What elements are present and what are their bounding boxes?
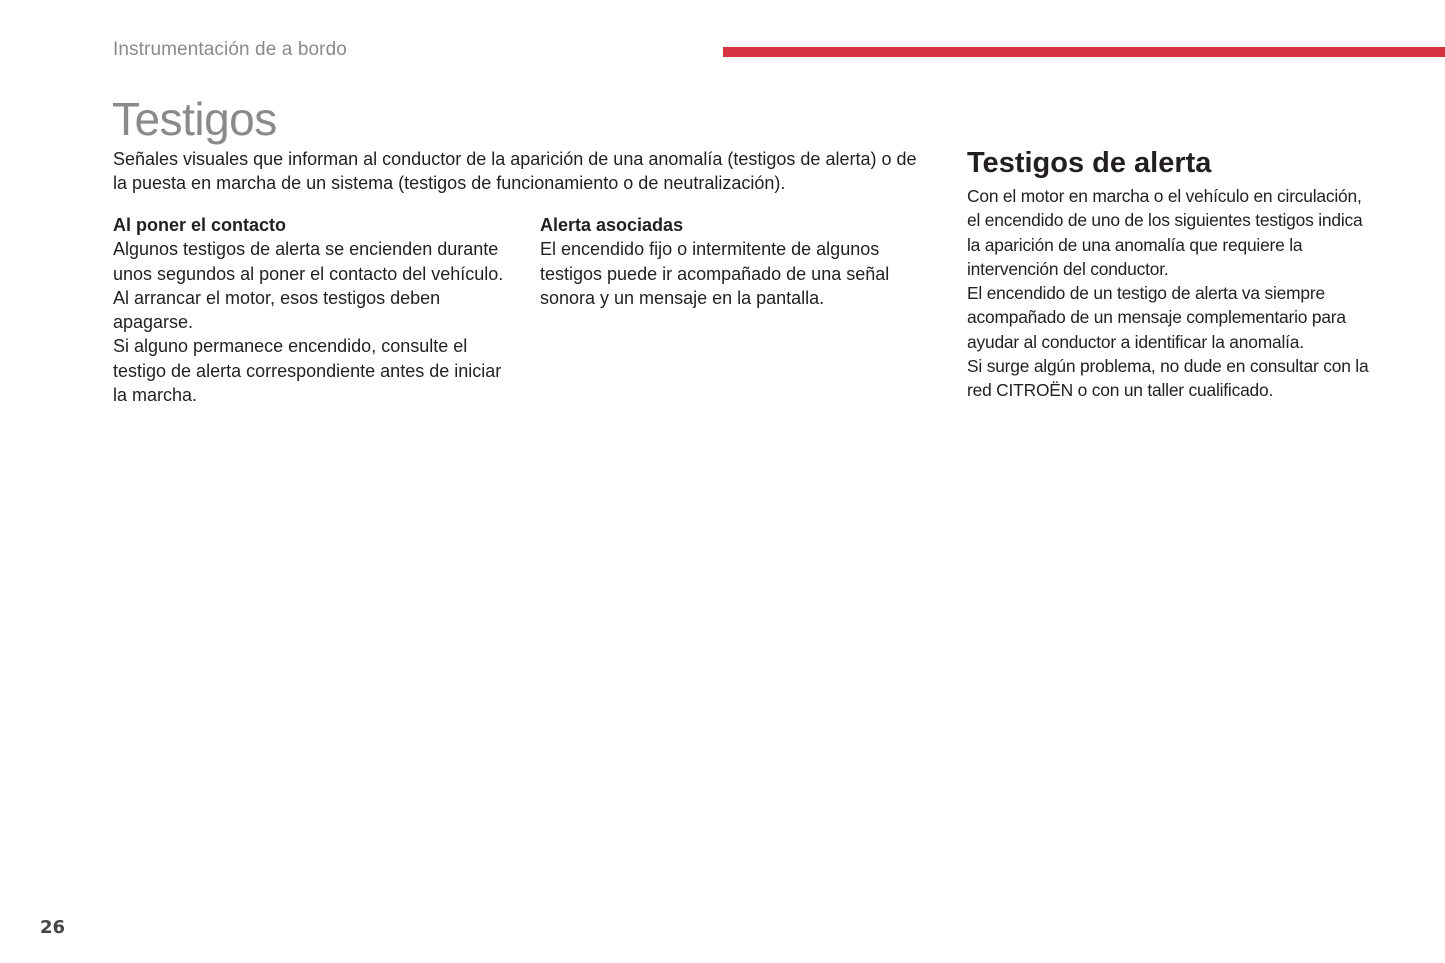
- alert-section: [967, 144, 1377, 403]
- running-header: Instrumentación de a bordo: [113, 39, 347, 60]
- column-heading: Al poner el contacto: [113, 215, 287, 235]
- header-accent-bar: [723, 47, 1445, 57]
- column-paragraph: El encendido fijo o intermitente de algunos testigos puede ir acompañado de una señal sonora y un mensaje en la pantalla.: [540, 239, 890, 308]
- column-heading: Alerta asociadas: [540, 215, 684, 235]
- column-contact: [113, 213, 513, 407]
- alert-paragraph: El encendido de un testigo de alerta va siempre acompañado de un mensaje complementario para ayudar al conductor a identificar la anomalía.: [967, 283, 1346, 352]
- page-number: 26: [40, 917, 66, 938]
- alert-section-body: [967, 184, 1377, 403]
- alert-paragraph: Si surge algún problema, no dude en consultar con la red CITROËN o con un taller cualificado.: [967, 356, 1369, 401]
- column-paragraph: Algunos testigos de alerta se encienden durante unos segundos al poner el contacto del vehículo.: [113, 239, 504, 284]
- column-associated-alerts: [540, 213, 920, 310]
- column-paragraph: Si alguno permanece encendido, consulte el testigo de alerta correspondiente antes de iniciar la marcha.: [113, 336, 502, 406]
- page-title: Testigos: [112, 93, 277, 145]
- alert-paragraph: Con el motor en marcha o el vehículo en circulación, el encendido de uno de los siguientes testigos indica la aparición de una anomalía que requiere la intervención del conductor.: [967, 186, 1363, 279]
- column-paragraph: Al arrancar el motor, esos testigos deben apagarse.: [113, 287, 441, 333]
- alert-section-heading: Testigos de alerta: [967, 147, 1212, 179]
- intro-paragraph: Señales visuales que informan al conductor de la aparición de una anomalía (testigos de alerta) o de la puesta en marcha de un sistema (testigos de funcionamiento o de neutralización).: [113, 149, 917, 194]
